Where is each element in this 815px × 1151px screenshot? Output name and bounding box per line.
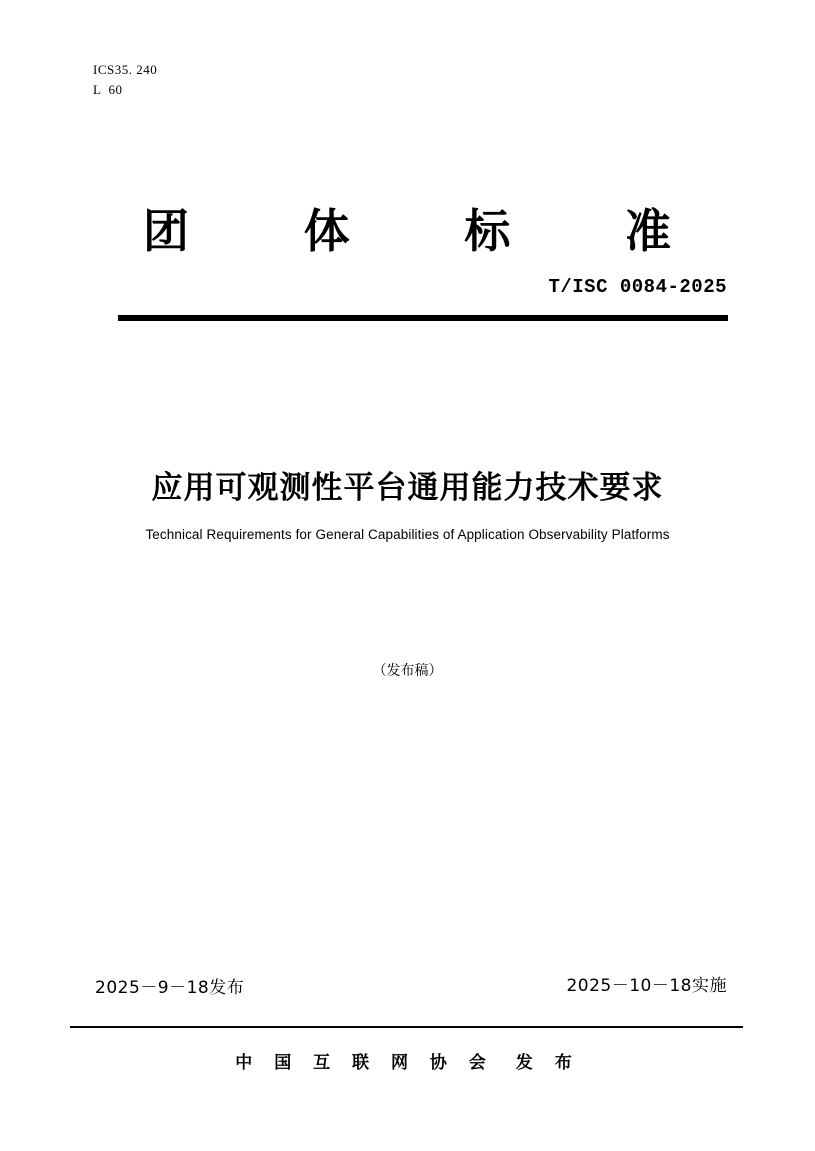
ics-code: ICS35. 240 xyxy=(93,62,158,77)
ics-block xyxy=(93,60,157,100)
standard-number: T/ISC 0084-2025 xyxy=(548,276,727,298)
footer-divider-thin xyxy=(70,1026,743,1028)
draft-status-label: （发布稿） xyxy=(372,663,443,679)
standard-type-char-4: 准 xyxy=(624,204,671,258)
release-date: 2025－9－18发布 xyxy=(95,978,245,998)
classification-code: L 60 xyxy=(93,82,123,98)
standard-type-char-1: 团 xyxy=(143,204,189,258)
header-divider-thick xyxy=(118,315,728,321)
standard-type-char-3: 标 xyxy=(464,204,511,258)
publisher-block xyxy=(0,1048,815,1073)
document-title-english: Technical Requirements for General Capabilities of Application Observability Platforms xyxy=(145,527,670,542)
publisher-action: 发 布 xyxy=(515,1053,580,1073)
standard-type-char-2: 体 xyxy=(303,204,350,258)
standard-type-title xyxy=(118,195,696,261)
document-title-chinese: 应用可观测性平台通用能力技术要求 xyxy=(151,470,664,506)
effective-date: 2025－10－18实施 xyxy=(566,976,727,996)
publisher-organization: 中 国 互 联 网 协 会 xyxy=(235,1053,494,1073)
